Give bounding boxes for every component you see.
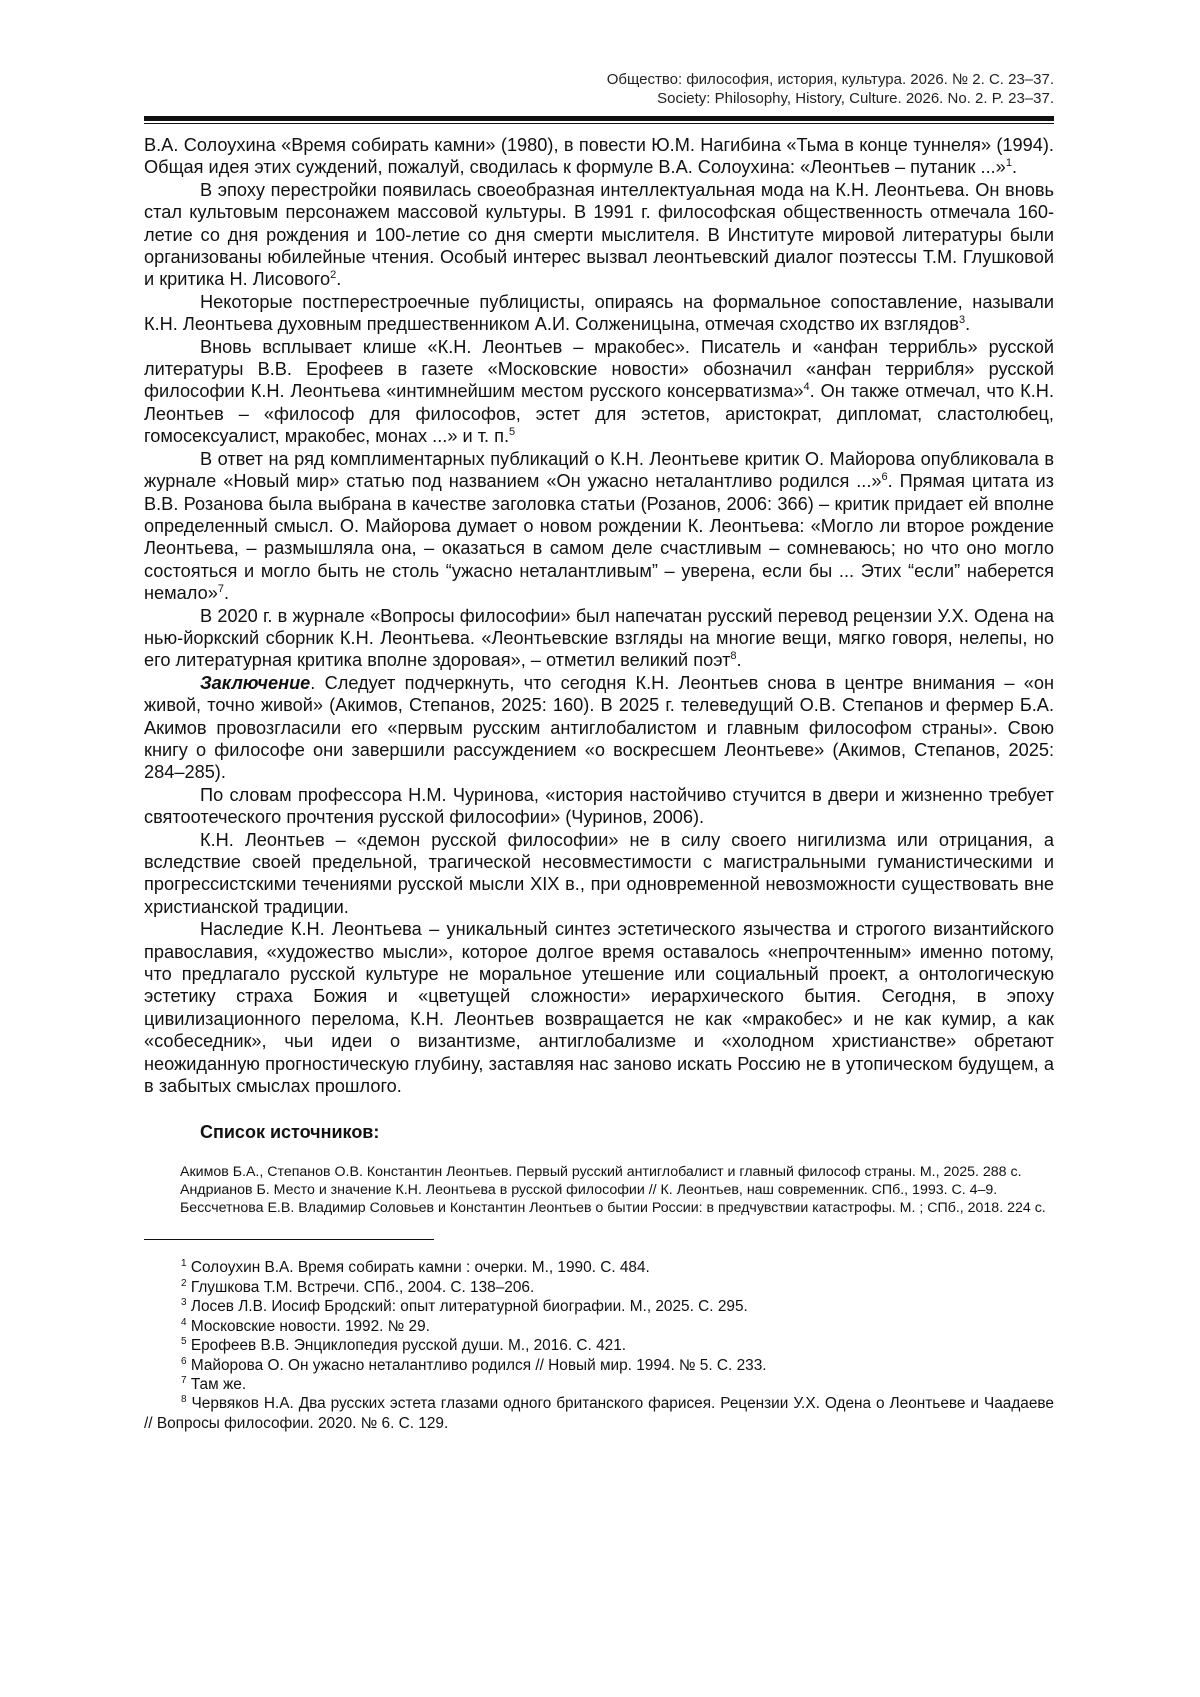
footnote-item [144,1394,1054,1433]
paragraph-text: . Он также отмечал, что К.Н. Леонтьев – «философ для философов, эстет для эстетов, аристократ, дипломат, сластолюбец, гомосексуалист, мракобес, монах ...» и т. п. [144,381,1054,447]
paragraph-text: Вновь всплывает клише «К.Н. Леонтьев – мракобес». Писатель и «анфан террибль» русской литературы В.В. Ерофеев в газете «Московские новости» обозначил «анфан террибля» русской философии К.Н. Леонтьева «интимнейшим местом русского консерватизма» [144,336,1054,402]
paragraph [144,672,1054,784]
footnote-text: Ерофеев В.В. Энциклопедия русской души. М., 2016. С. 421. [190,1337,627,1355]
footnote-text: Московские новости. 1992. № 29. [190,1317,430,1335]
paragraph: Наследие К.Н. Леонтьева – уникальный синтез эстетического язычества и строгого византийского православия, «художество мысли», которое долгое время оставалось «непрочтенным» именно потому, что предлагало русской культуре не моральное утешение или социальный проект, а онтологическую эстетику страха Божия и «цветущей сложности» иерархического бытия. Сегодня, в эпоху цивилизационного перелома, К.Н. Леонтьев возвращается не как «мракобес» и не как кумир, а как «собеседник», чьи идеи о византизме, антиглобализме и «холодном христианстве» обретают неожиданную прогностическую глубину, заставляя нас заново искать Россию не в утопическом будущем, а в забытых смыслах прошлого. [144,919,1054,1097]
paragraph [144,291,1054,336]
footnote-ref[interactable]: 5 [509,426,516,439]
references-title: Список источников: [200,1122,380,1143]
footnotes [144,1258,1054,1433]
paragraph-text: . [736,650,742,671]
header-rule-thin [144,123,1054,124]
footnote-text: Майорова О. Он ужасно неталантливо родился // Новый мир. 1994. № 5. С. 233. [190,1356,767,1374]
paragraph-text: Некоторые постперестроечные публицисты, опираясь на формальное сопоставление, называли К.Н. Леонтьева духовным предшественником А.И. Солженицына, отмечая сходство их взглядов [144,291,1054,335]
footnote-number: 5 [181,1335,187,1347]
paragraph-text: В эпоху перестройки появилась своеобразная интеллектуальная мода на К.Н. Леонтьева. Он вновь стал культовым персонажем массовой культуры. В 1991 г. философская общественность отмечала 160-летие со дня рождения и 100-летие со дня смерти мыслителя. В Институте мировой литературы были организованы юбилейные чтения. Особый интерес вызвал леонтьевский диалог поэтессы Т.М. Глушковой и критика Н. Лисового [144,179,1054,290]
footnote-ref[interactable]: 1 [1005,157,1012,170]
footnote-ref[interactable]: 6 [881,471,888,484]
footnote-item [144,1278,1054,1297]
footnote-ref[interactable]: 2 [330,269,337,282]
footnote-text: Червяков Н.А. Два русских эстета глазами одного британского фарисея. Рецензии У.Х. Одена о Леонтьеве и Чаадаеве // Вопросы философии. 2020. № 6. С. 129. [144,1395,1054,1432]
footnote-text: Солоухин В.А. Время собирать камни : очерки. М., 1990. С. 484. [190,1259,650,1277]
paragraph-text: . Прямая цитата из В.В. Розанова была выбрана в качестве заголовка статьи (Розанов, 2006: 366) – критик придает ей вполне определенный смысл. О. Майорова думает о новом рождении К. Леонтьева: «Могло ли второе рождение Леонтьева, – размышляла она, – оказаться в самом деле счастливым – сомневаюсь; но что оно могло состояться и могло быть не столь “ужасно неталантливым” – уверена, если бы ... Этих “если” наберется немало» [144,471,1054,604]
reference-item: Бессчетнова Е.В. Владимир Соловьев и Константин Леонтьев о бытии России: в предчувствии катастрофы. М. ; СПб., 2018. 224 с. [180,1200,1046,1217]
paragraph-text: . [223,583,230,604]
footnote-item [144,1317,1054,1336]
reference-item: Акимов Б.А., Степанов О.В. Константин Леонтьев. Первый русский антиглобалист и главный философ страны. М., 2025. 288 с. [180,1164,1022,1181]
footnote-text: Там же. [190,1375,247,1393]
paragraph [144,448,1054,605]
paragraph [144,605,1054,672]
conclusion-heading: Заключение [200,672,311,693]
header-line-en: Society: Philosophy, History, Culture. 2026. No. 2. P. 23–37. [657,90,1054,107]
footnote-number: 3 [181,1297,187,1309]
footnote-ref[interactable]: 8 [730,650,737,663]
reference-item: Андрианов Б. Место и значение К.Н. Леонтьева в русской философии // К. Леонтьев, наш современник. СПб., 1993. С. 4–9. [180,1182,998,1199]
paragraph [144,134,1054,179]
paragraph-text: В ответ на ряд комплиментарных публикаций о К.Н. Леонтьеве критик О. Майорова опубликовала в журнале «Новый мир» статью под названием «Он ужасно неталантливо родился ...» [144,448,1054,492]
footnote-text: Глушкова Т.М. Встречи. СПб., 2004. С. 138–206. [190,1278,535,1296]
footnote-ref[interactable]: 4 [803,381,810,394]
header-rule-thick [144,116,1054,121]
footnote-item [144,1375,1054,1394]
paragraph-text: В 2020 г. в журнале «Вопросы философии» был напечатан русский перевод рецензии У.Х. Одена на нью-йоркский сборник К.Н. Леонтьева. «Леонтьевские взгляды на многие вещи, мягко говоря, нелепы, но его литературная критика вполне здоровая», – отметил великий поэт [144,605,1054,671]
footnote-ref[interactable]: 7 [217,583,224,596]
footnote-number: 8 [181,1394,187,1406]
footnote-item [144,1356,1054,1375]
footnote-number: 7 [181,1374,187,1386]
paragraph-text: . [965,314,971,335]
paragraph: К.Н. Леонтьев – «демон русской философии» не в силу своего нигилизма или отрицания, а вследствие своей предельной, трагической несовместимости с магистральными гуманистическими и прогрессистскими течениями русской мысли XIX в., при одновременной невозможности существовать вне христианской традиции. [144,829,1054,917]
footnote-number: 4 [181,1316,187,1328]
footnote-item [144,1297,1054,1316]
paragraph-text: . [1011,157,1017,178]
footnote-text: Лосев Л.В. Иосиф Бродский: опыт литературной биографии. М., 2025. С. 295. [190,1298,748,1316]
references-list [144,1163,1054,1217]
paragraph: По словам профессора Н.М. Чуринова, «история настойчиво стучится в двери и жизненно требует святоотеческого прочтения русской философии» (Чуринов, 2006). [144,784,1054,828]
paragraph-text: . [336,269,342,290]
footnote-ref[interactable]: 3 [958,314,966,327]
footnote-number: 1 [181,1258,187,1270]
running-header [144,70,1054,108]
paragraph-text: . Следует подчеркнуть, что сегодня К.Н. Леонтьев снова в центре внимания – «он живой, точно живой» (Акимов, Степанов, 2025: 160). В 2025 г. телеведущий О.В. Степанов и фермер Б.А. Акимов провозгласили его «первым русским антиглобалистом и главным философом страны». Свою книгу о философе они завершили рассуждением «о воскресшем Леонтьеве» (Акимов, Степанов, 2025: 284–285). [144,672,1054,783]
footnote-item [144,1258,1054,1277]
page [144,70,1054,1433]
footnote-item [144,1336,1054,1355]
paragraph [144,336,1054,448]
footnote-number: 2 [181,1277,187,1289]
footnote-separator [144,1239,434,1240]
header-line-ru: Общество: философия, история, культура. 2026. № 2. С. 23–37. [606,71,1054,88]
article-body [144,134,1054,1097]
paragraph [144,179,1054,291]
footnote-number: 6 [181,1355,187,1367]
paragraph-text: В.А. Солоухина «Время собирать камни» (1980), в повести Ю.М. Нагибина «Тьма в конце туннеля» (1994). Общая идея этих суждений, пожалуй, сводилась к формуле В.А. Солоухина: «Леонтьев – путаник ...» [144,135,1054,178]
